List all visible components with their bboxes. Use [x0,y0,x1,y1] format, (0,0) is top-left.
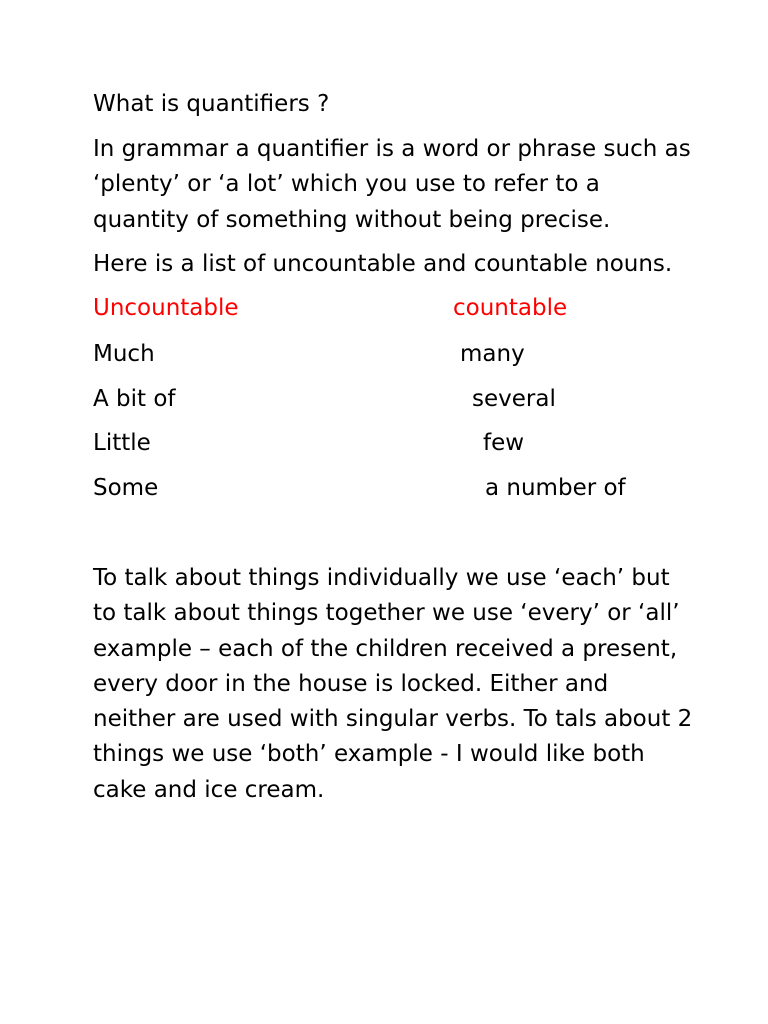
row-3-uncountable: Little [93,430,151,456]
row-2-uncountable: A bit of [93,386,176,412]
row-3-countable: few [483,430,525,456]
row-1-uncountable: Much [93,341,155,367]
header-uncountable: Uncountable [93,295,239,321]
heading: What is quantifiers ? [93,91,330,117]
row-2-countable: several [472,386,556,412]
row-4-uncountable: Some [93,475,159,501]
list-intro: Here is a list of uncountable and countable nouns. [93,251,673,277]
row-1-countable: many [460,341,525,367]
definition-paragraph: In grammar a quantifier is a word or phrase such as ‘plenty’ or ‘a lot’ which you use to refer to a quantity of something without being precise. [93,136,691,233]
row-4-countable: a number of [485,475,626,501]
explanation-paragraph: To talk about things individually we use ‘each’ but to talk about things together we use ‘every’ or ‘all’ example – each of the children received a present, every door in the house is locked. Either and neither are used with singular verbs. To tals about 2 things we use ‘both’ example - I would like both cake and ice cream. [93,565,693,803]
header-countable: countable [453,295,568,321]
